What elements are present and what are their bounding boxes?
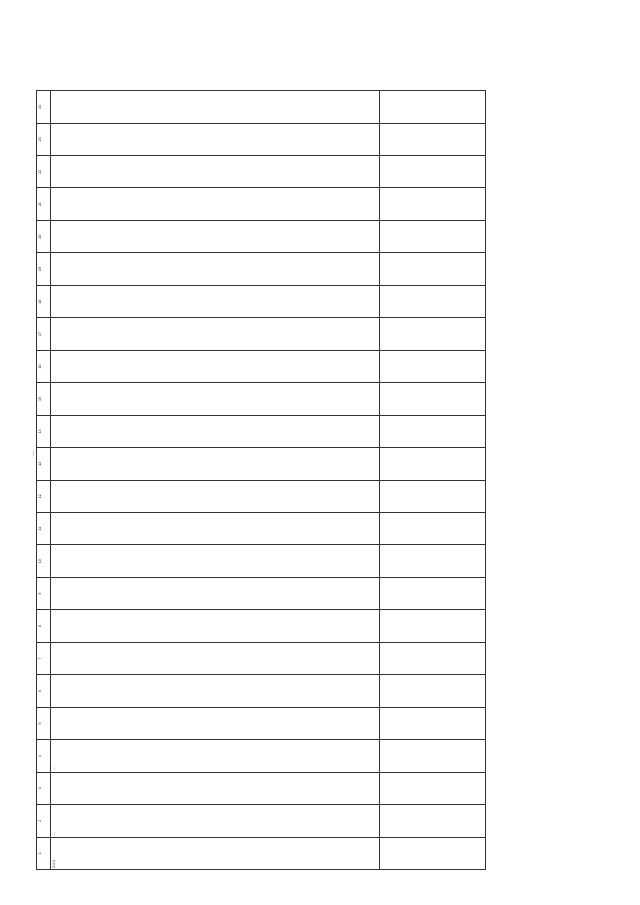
header-cell: 2 bbox=[37, 805, 51, 837]
table-cell bbox=[51, 123, 380, 155]
header-cell: 10 bbox=[37, 545, 51, 577]
table-cell bbox=[51, 188, 380, 220]
header-cell: 20 bbox=[37, 220, 51, 252]
header-cell: 9 bbox=[37, 577, 51, 609]
header-cell: 4 bbox=[37, 740, 51, 772]
table-cell bbox=[51, 513, 380, 545]
table-cell bbox=[51, 156, 380, 188]
table-cell bbox=[379, 805, 485, 837]
table-cell bbox=[379, 415, 485, 447]
header-cell: 23 bbox=[37, 123, 51, 155]
budget-table bbox=[36, 90, 486, 870]
table-row bbox=[379, 91, 485, 870]
table-cell: … bbox=[51, 740, 380, 772]
table-cell bbox=[51, 642, 380, 674]
table-cell bbox=[379, 318, 485, 350]
header-cell: 21 bbox=[37, 188, 51, 220]
table-cell bbox=[51, 545, 380, 577]
header-cell: 24 bbox=[37, 91, 51, 124]
table-cell bbox=[379, 740, 485, 772]
table-cell bbox=[379, 350, 485, 382]
table-row bbox=[51, 91, 380, 870]
table-cell bbox=[51, 610, 380, 642]
table-cell bbox=[51, 448, 380, 480]
header-cell: 18 bbox=[37, 285, 51, 317]
header-cell: 14 bbox=[37, 415, 51, 447]
table-cell bbox=[379, 642, 485, 674]
table-cell bbox=[379, 220, 485, 252]
table-cell bbox=[51, 220, 380, 252]
header-cell: 13 bbox=[37, 448, 51, 480]
table-cell bbox=[379, 545, 485, 577]
table-cell bbox=[51, 675, 380, 707]
table-cell bbox=[379, 577, 485, 609]
table-cell bbox=[379, 610, 485, 642]
header-cell: 16 bbox=[37, 350, 51, 382]
table-cell bbox=[379, 383, 485, 415]
header-cell: 19 bbox=[37, 253, 51, 285]
table-cell bbox=[379, 513, 485, 545]
table-cell bbox=[379, 188, 485, 220]
header-cell: 1 bbox=[37, 837, 51, 869]
header-row bbox=[37, 91, 51, 870]
table-cell bbox=[51, 318, 380, 350]
table-cell bbox=[51, 772, 380, 804]
table-cell bbox=[379, 480, 485, 512]
table-cell bbox=[379, 253, 485, 285]
table-cell bbox=[379, 285, 485, 317]
header-cell: 6 bbox=[37, 675, 51, 707]
table-cell bbox=[51, 383, 380, 415]
table-cell bbox=[51, 285, 380, 317]
table-cell bbox=[51, 707, 380, 739]
header-cell: 8 bbox=[37, 610, 51, 642]
table-cell bbox=[51, 415, 380, 447]
header-cell: 12 bbox=[37, 480, 51, 512]
table-cell bbox=[51, 350, 380, 382]
table-cell bbox=[379, 91, 485, 124]
header-cell: 11 bbox=[37, 513, 51, 545]
table-cell bbox=[51, 91, 380, 124]
table-cell bbox=[379, 675, 485, 707]
table-cell bbox=[379, 123, 485, 155]
table-cell bbox=[379, 772, 485, 804]
table-cell bbox=[51, 253, 380, 285]
header-cell: 17 bbox=[37, 318, 51, 350]
table-cell bbox=[51, 577, 380, 609]
table-cell bbox=[379, 448, 485, 480]
header-cell: 22 bbox=[37, 156, 51, 188]
page-number: … bbox=[30, 450, 36, 456]
table-cell bbox=[379, 156, 485, 188]
header-cell: 5 bbox=[37, 707, 51, 739]
header-cell: 15 bbox=[37, 383, 51, 415]
table-body bbox=[51, 91, 486, 870]
table-cell bbox=[379, 837, 485, 869]
table-wrapper bbox=[36, 90, 486, 870]
table-cell: … bbox=[51, 805, 380, 837]
header-cell: 3 bbox=[37, 772, 51, 804]
table-cell: 1.1.3 bbox=[51, 837, 380, 869]
table-cell bbox=[379, 707, 485, 739]
table-cell bbox=[51, 480, 380, 512]
rotated-table-area bbox=[36, 90, 486, 870]
header-cell: 7 bbox=[37, 642, 51, 674]
